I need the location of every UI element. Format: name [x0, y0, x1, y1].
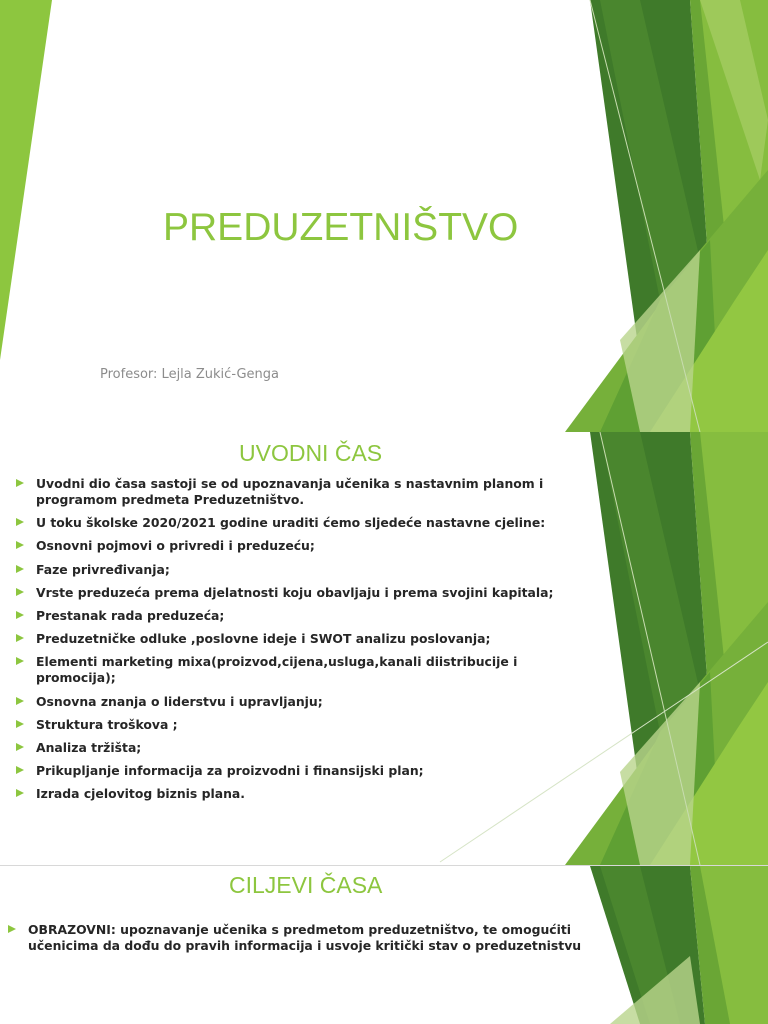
bullet-arrow-icon: [16, 634, 24, 642]
slide-heading: UVODNI ČAS: [239, 440, 383, 466]
list-item: Prestanak rada preduzeća;: [14, 608, 554, 624]
list-item: Faze privređivanja;: [14, 562, 554, 578]
list-item: OBRAZOVNI: upoznavanje učenika s predmetom preduzetništvo, te omogućiti učenicima da dođu do pravih informacija i usvoje kritički stav o preduzetnistvu: [6, 922, 606, 954]
presenter-name: Profesor: Lejla Zukić-Genga: [100, 367, 280, 382]
list-item: Analiza tržišta;: [14, 740, 554, 756]
bullet-arrow-icon: [16, 518, 24, 526]
slide-title: [0, 0, 768, 432]
bullet-arrow-icon: [16, 541, 24, 549]
bullet-arrow-icon: [16, 565, 24, 573]
bullet-arrow-icon: [16, 743, 24, 751]
goal-list: [6, 922, 606, 961]
bullet-arrow-icon: [16, 611, 24, 619]
list-item: Osnovna znanja o liderstvu i upravljanju;: [14, 694, 554, 710]
slide-heading: CILJEVI ČASA: [229, 872, 383, 898]
bullet-arrow-icon: [8, 925, 16, 933]
list-item: Izrada cjelovitog biznis plana.: [14, 786, 554, 802]
list-item: Prikupljanje informacija za proizvodni i finansijski plan;: [14, 763, 554, 779]
list-item: Vrste preduzeća prema djelatnosti koju obavljaju i prema svojini kapitala;: [14, 585, 554, 601]
list-item: Struktura troškova ;: [14, 717, 554, 733]
list-item: Osnovni pojmovi o privredi i preduzeću;: [14, 538, 554, 554]
slide-goals: [0, 866, 768, 1024]
list-item: Uvodni dio časa sastoji se od upoznavanja učenika s nastavnim planom i programom predmeta Preduzetništvo.: [14, 476, 554, 508]
slide-introduction: [0, 432, 768, 865]
bullet-arrow-icon: [16, 657, 24, 665]
bullet-arrow-icon: [16, 479, 24, 487]
list-item: Preduzetničke odluke ,poslovne ideje i SWOT analizu poslovanja;: [14, 631, 554, 647]
bullet-arrow-icon: [16, 588, 24, 596]
list-item: U toku školske 2020/2021 godine uraditi ćemo sljedeće nastavne cjeline:: [14, 515, 554, 531]
topic-list: [14, 476, 554, 809]
bullet-arrow-icon: [16, 789, 24, 797]
bullet-arrow-icon: [16, 697, 24, 705]
list-item: Elementi marketing mixa(proizvod,cijena,usluga,kanali diistribucije i promocija);: [14, 654, 554, 686]
bullet-arrow-icon: [16, 766, 24, 774]
slide-title-text: PREDUZETNIŠTVO: [163, 206, 519, 249]
bullet-arrow-icon: [16, 720, 24, 728]
